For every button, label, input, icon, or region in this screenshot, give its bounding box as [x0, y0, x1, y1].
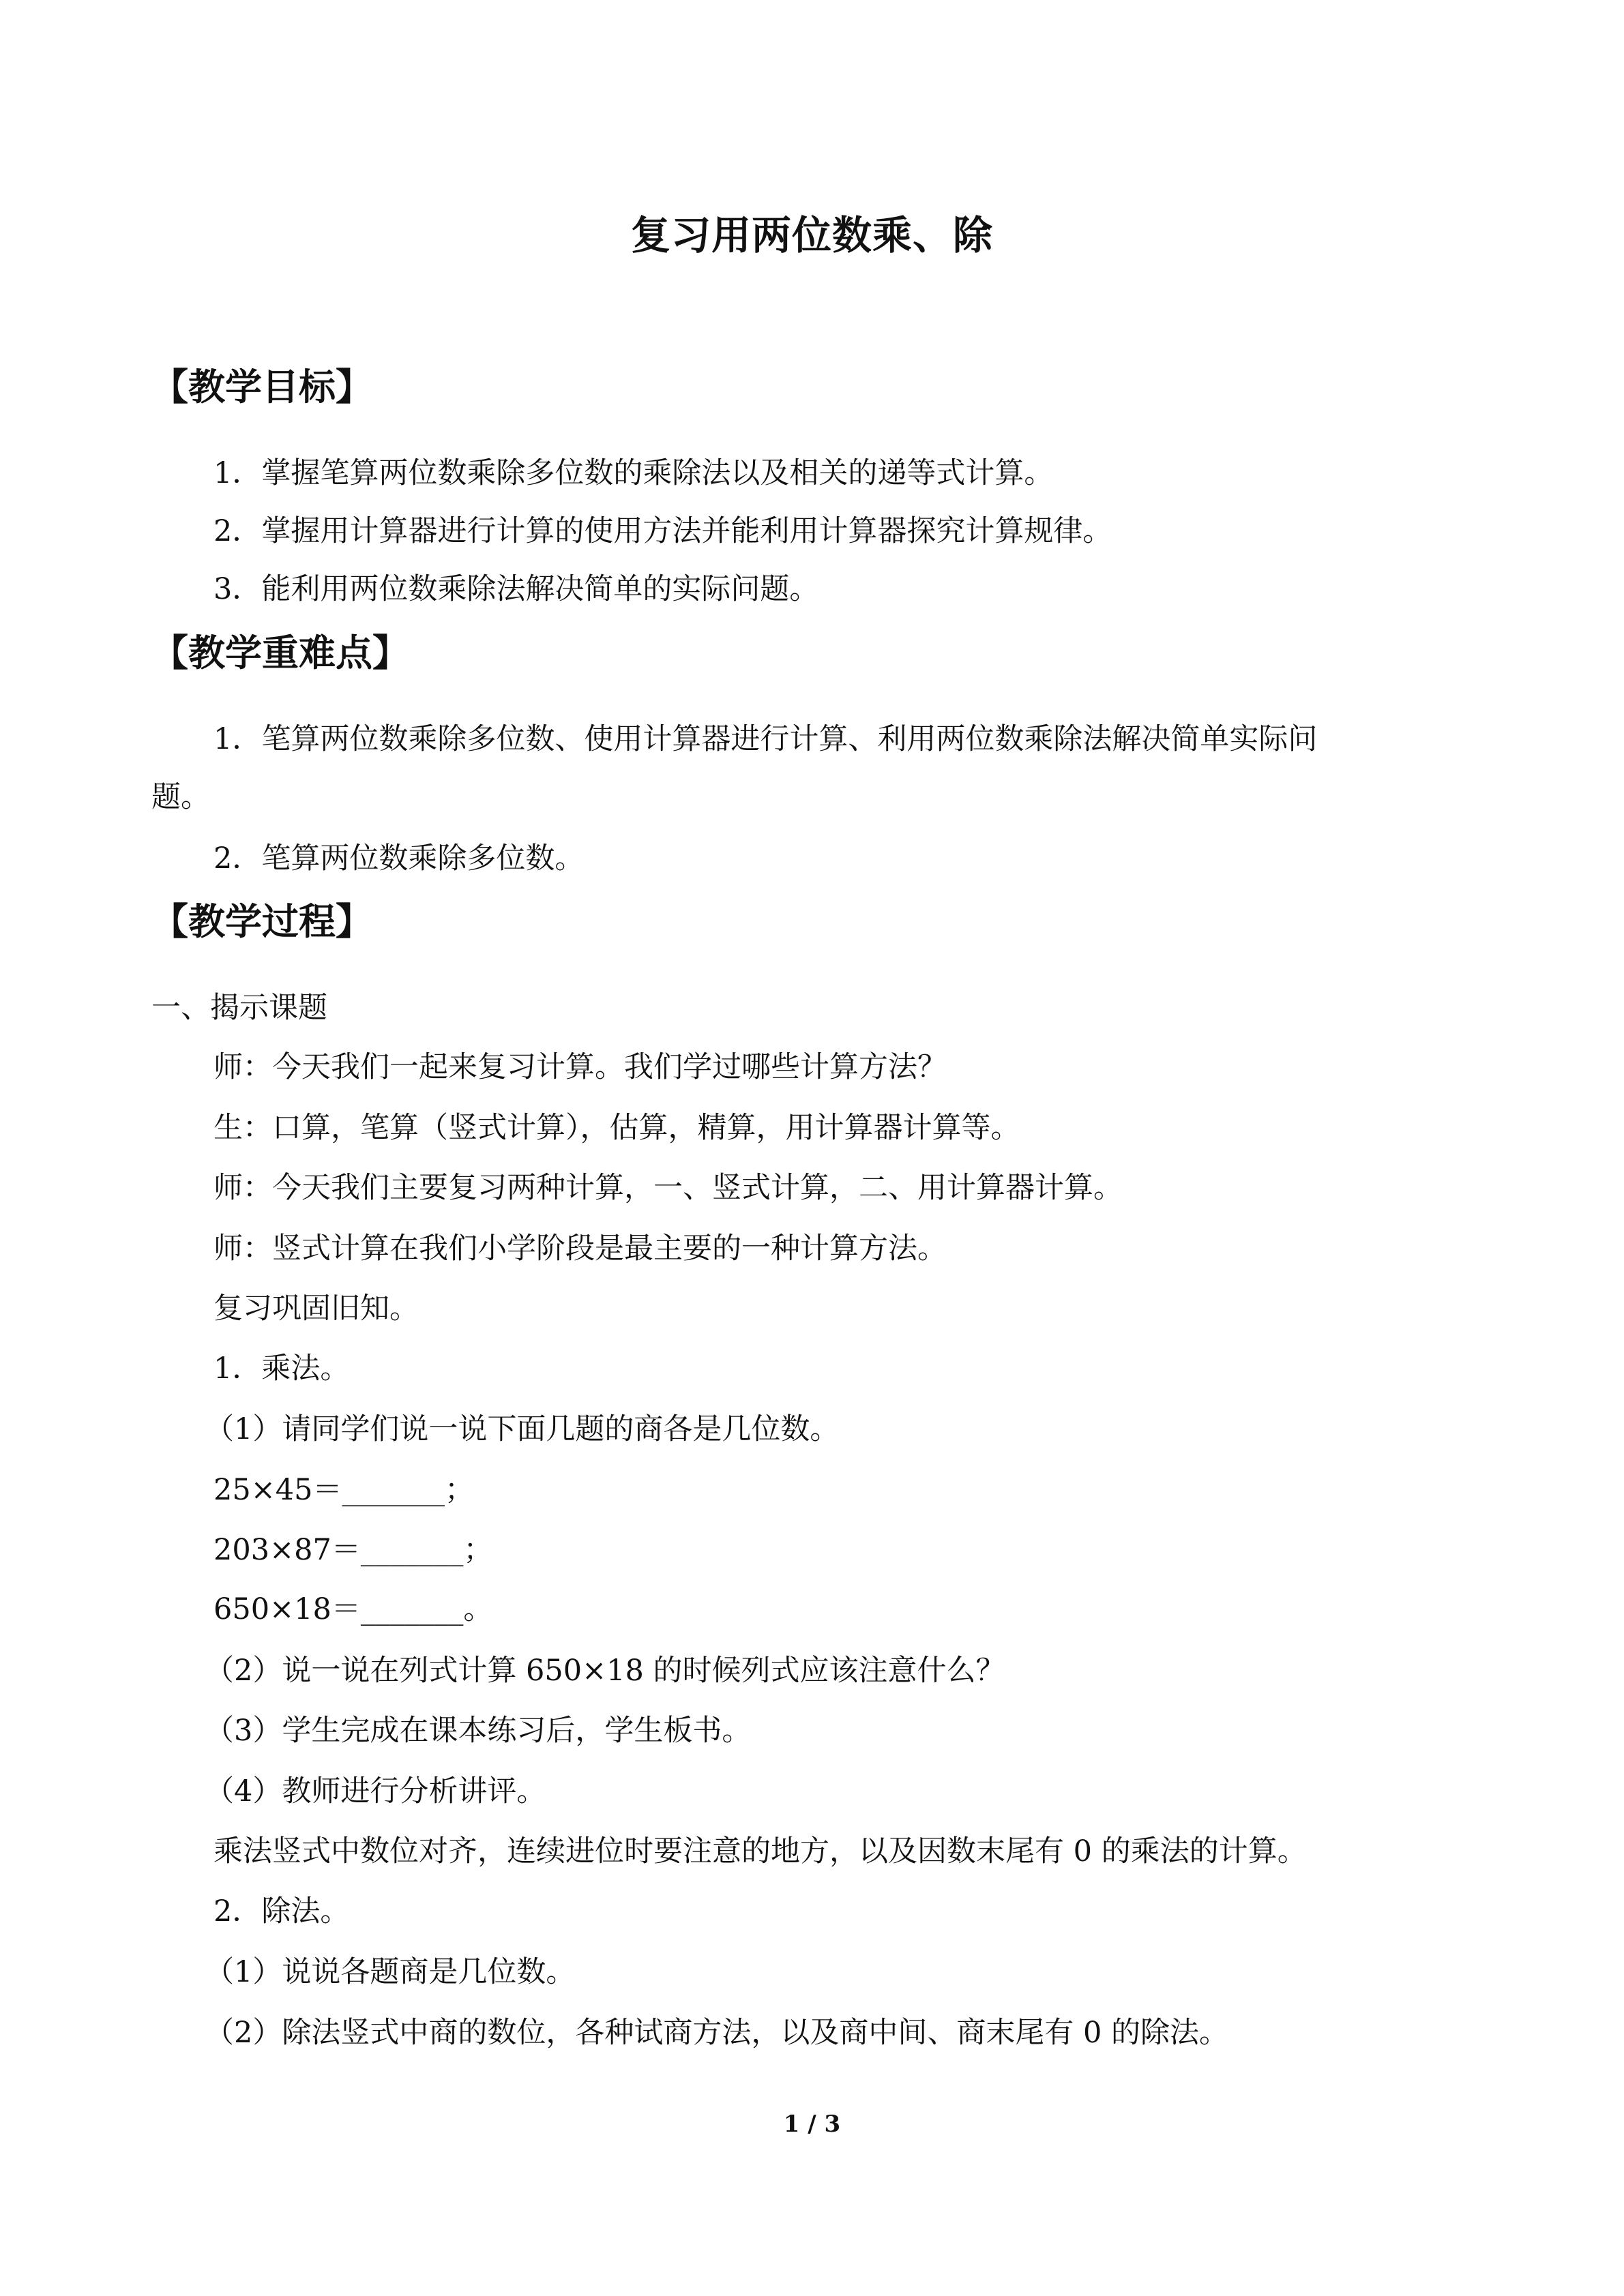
exercise-line: 25×45＝_______； [213, 1473, 474, 1507]
process-line: （1）请同学们说一说下面几题的商各是几位数。 [205, 1412, 840, 1446]
key-point-2: 2．笔算两位数乘除多位数。 [213, 841, 585, 876]
process-heading: 【教学过程】 [151, 900, 372, 943]
process-line: 师：竖式计算在我们小学阶段是最主要的一种计算方法。 [213, 1232, 947, 1266]
process-line: 乘法竖式中数位对齐，连续进位时要注意的地方，以及因数末尾有 0 的乘法的计算。 [213, 1834, 1307, 1868]
process-line: （4）教师进行分析讲评。 [205, 1774, 546, 1808]
process-line: 2．除法。 [213, 1894, 350, 1928]
exercise-line: 203×87＝_______； [213, 1533, 493, 1567]
process-line: （2）除法竖式中商的数位，各种试商方法，以及商中间、商末尾有 0 的除法。 [205, 2016, 1229, 2050]
process-line: （2）说一说在列式计算 650×18 的时候列式应该注意什么？ [205, 1654, 1005, 1688]
exercise-line: 650×18＝_______。 [213, 1592, 493, 1626]
process-line: 生：口算，笔算（竖式计算），估算，精算，用计算器计算等。 [213, 1111, 1020, 1145]
goal-item-1: 1．掌握笔算两位数乘除多位数的乘除法以及相关的递等式计算。 [213, 456, 1054, 490]
process-line: 1．乘法。 [213, 1352, 350, 1386]
process-part-1: 一、揭示课题 [151, 991, 327, 1025]
process-line: 复习巩固旧知。 [213, 1292, 419, 1326]
key-point-1-line1: 1．笔算两位数乘除多位数、使用计算器进行计算、利用两位数乘除法解决简单实际问 [213, 722, 1318, 756]
page-number: 1 / 3 [783, 2111, 841, 2138]
process-line: （1）说说各题商是几位数。 [205, 1955, 576, 1989]
page-title: 复习用两位数乘、除 [630, 212, 993, 258]
key-point-1-line2: 题。 [151, 780, 210, 814]
goal-item-2: 2．掌握用计算器进行计算的使用方法并能利用计算器探究计算规律。 [213, 514, 1112, 548]
process-line: 师：今天我们一起来复习计算。我们学过哪些计算方法？ [213, 1050, 947, 1084]
goals-heading: 【教学目标】 [151, 366, 372, 408]
process-line: （3）学生完成在课本练习后，学生板书。 [205, 1714, 752, 1748]
goal-item-3: 3．能利用两位数乘除法解决简单的实际问题。 [213, 572, 819, 606]
key-points-heading: 【教学重难点】 [151, 631, 409, 674]
process-line: 师：今天我们主要复习两种计算，一、竖式计算，二、用计算器计算。 [213, 1171, 1123, 1205]
